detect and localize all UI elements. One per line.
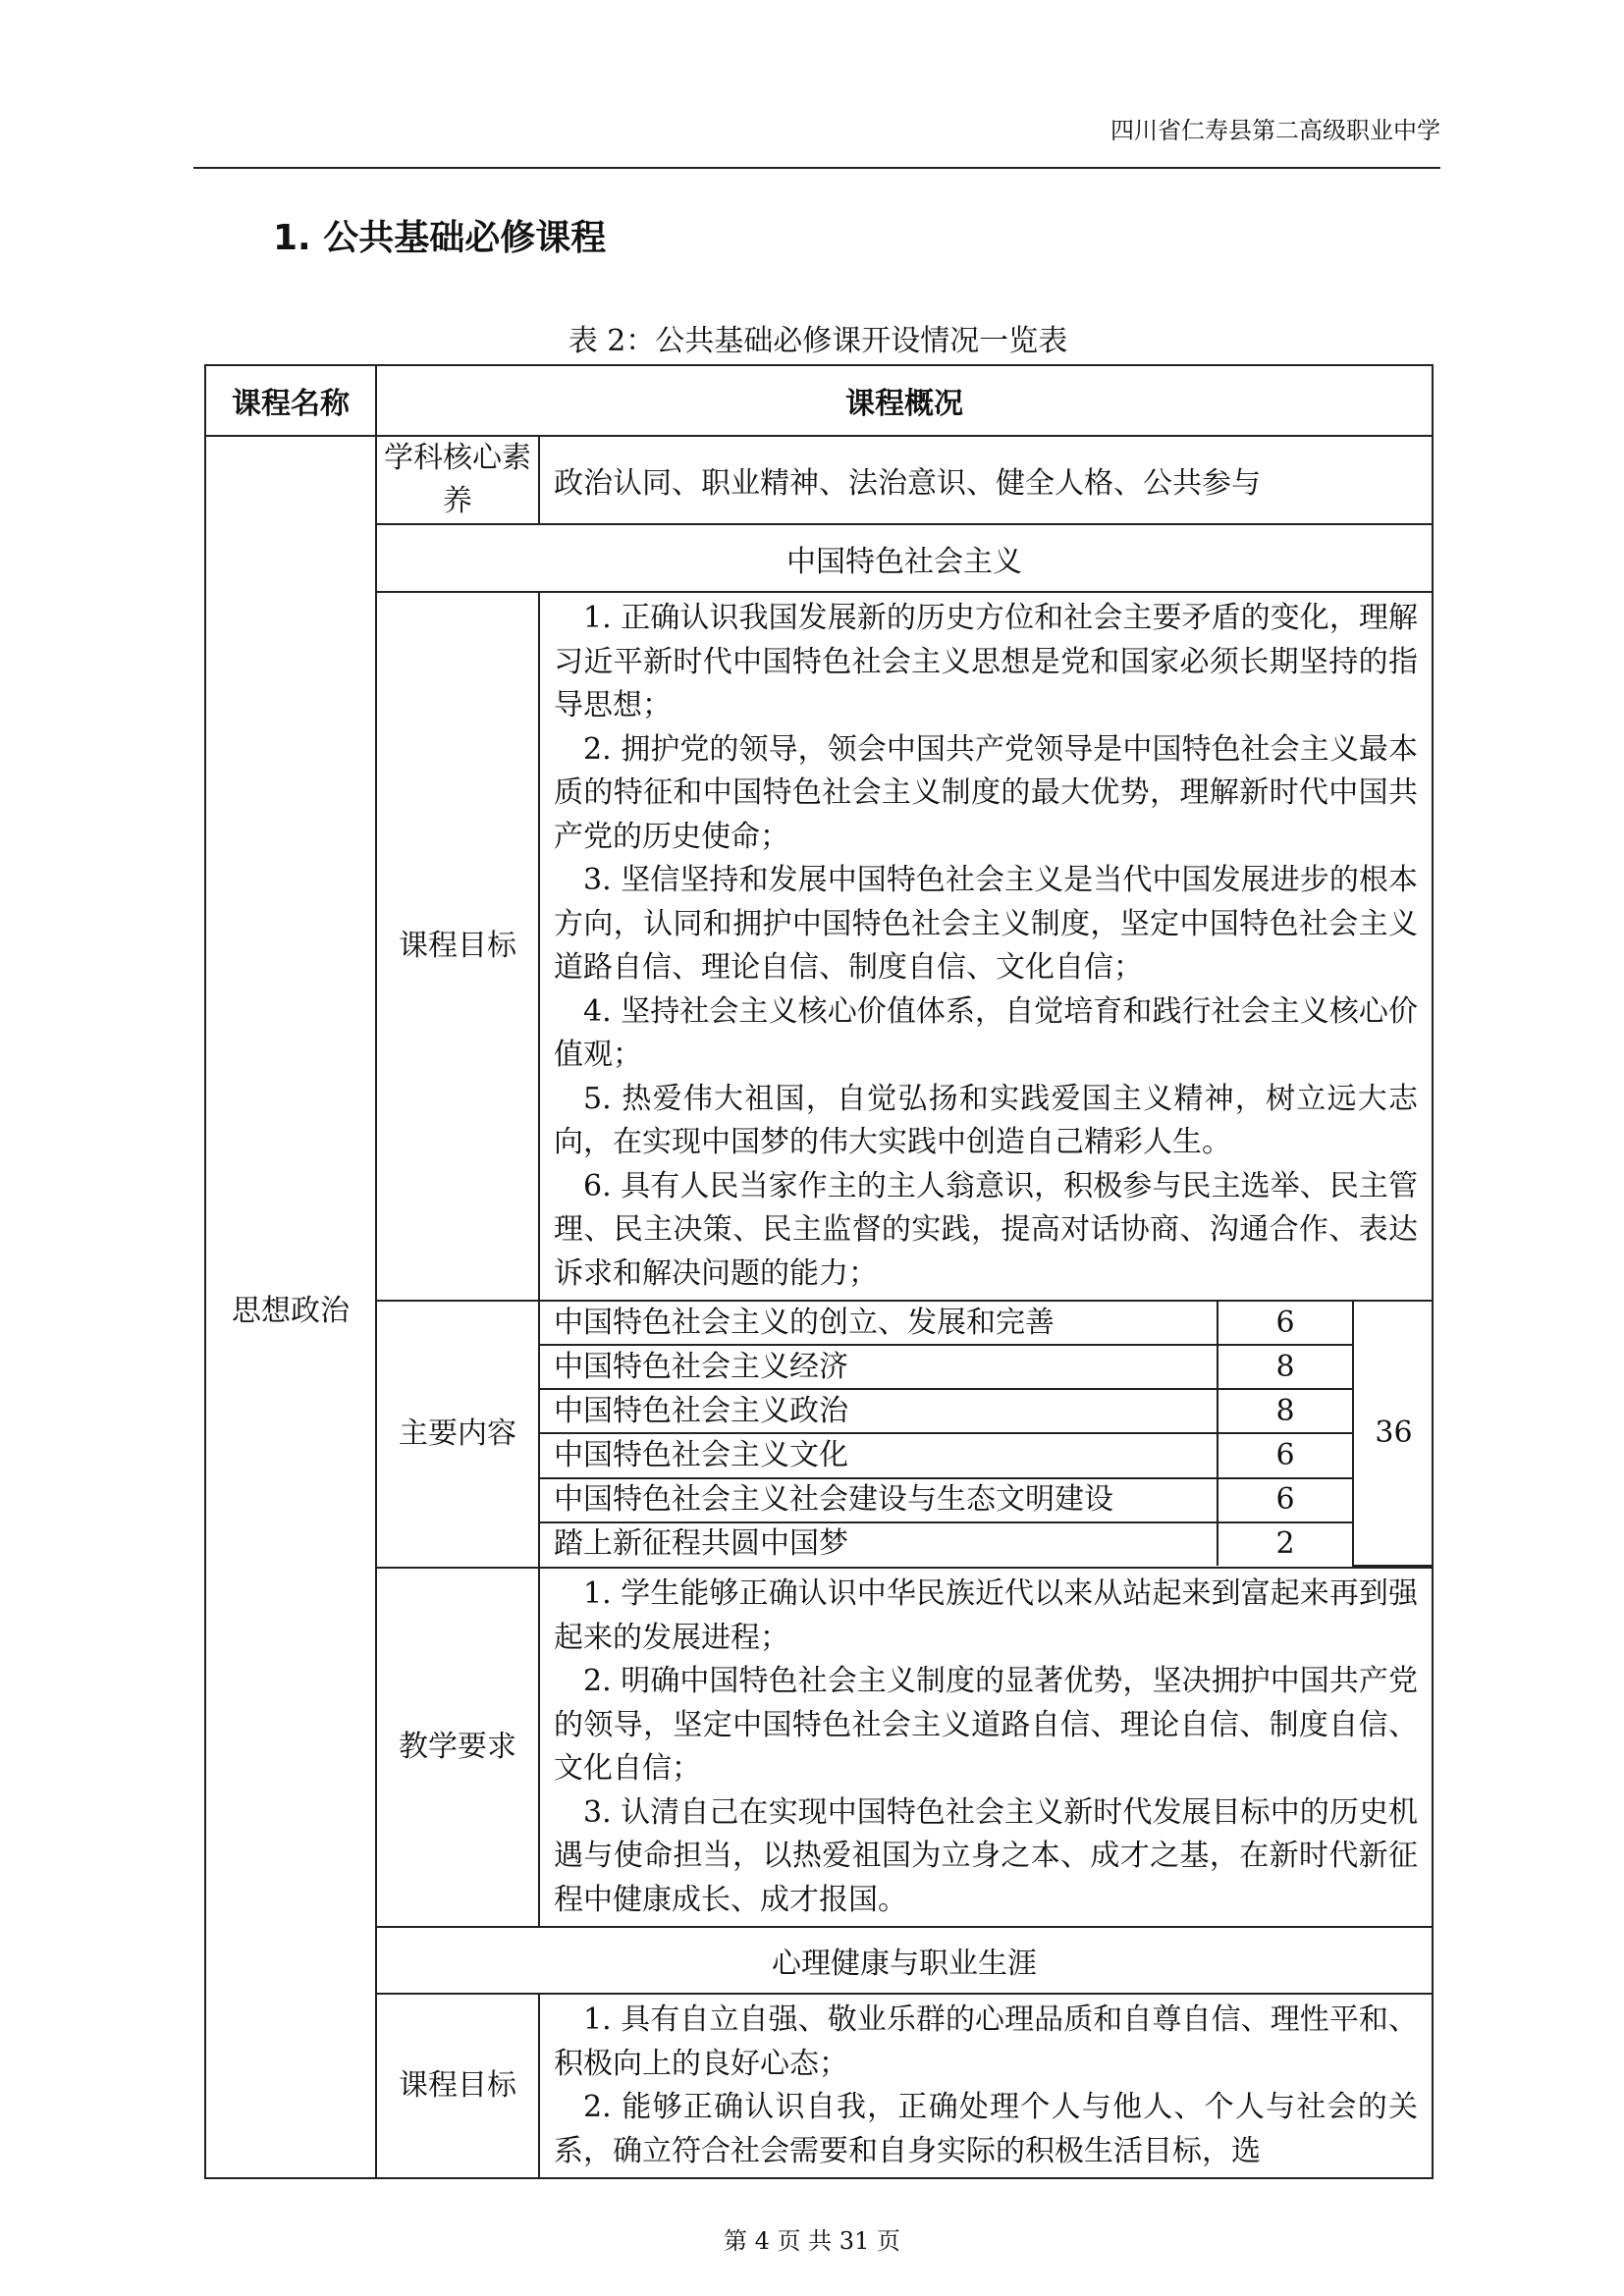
course-table <box>204 364 1434 2179</box>
content-name: 中国特色社会主义文化 <box>540 1433 1218 1477</box>
goal-item: 4. 坚持社会主义核心价值体系，自觉培育和践行社会主义核心价值观； <box>554 993 1418 1072</box>
goal-item: 2. 能够正确认识自我，正确处理个人与他人、个人与社会的关系，确立符合社会需要和自身实际的积极生活目标，选 <box>554 2090 1418 2168</box>
table-row <box>540 1478 1434 1522</box>
subject-title: 心理健康与职业生涯 <box>376 1927 1433 1994</box>
course-name-cell: 思想政治 <box>205 436 376 2178</box>
total-hours: 36 <box>1353 1302 1434 1566</box>
table-row <box>540 1345 1434 1389</box>
content-hours: 6 <box>1218 1433 1353 1477</box>
goal-item: 3. 坚信坚持和发展中国特色社会主义是当代中国发展进步的根本方向，认同和拥护中国特色社会主义制度，坚定中国特色社会主义道路自信、理论自信、制度自信、文化自信； <box>554 863 1418 985</box>
table-caption: 表 2：公共基础必修课开设情况一览表 <box>568 324 1068 358</box>
header-course-name: 课程名称 <box>205 365 376 436</box>
school-name: 四川省仁寿县第二高级职业中学 <box>1110 117 1440 144</box>
requirement-item: 2. 明确中国特色社会主义制度的显著优势，坚决拥护中国共产党的领导，坚定中国特色社会主义道路自信、理论自信、制度自信、文化自信； <box>554 1664 1418 1786</box>
content-hours: 6 <box>1218 1302 1353 1345</box>
goal-item: 5. 热爱伟大祖国，自觉弘扬和实践爱国主义精神，树立远大志向，在实现中国梦的伟大实践中创造自己精彩人生。 <box>554 1081 1418 1159</box>
requirement-item: 3. 认清自己在实现中国特色社会主义新时代发展目标中的历史机遇与使命担当，以热爱祖国为立身之本、成才之基，在新时代新征程中健康成长、成才报国。 <box>554 1794 1418 1917</box>
table-row <box>540 1522 1434 1566</box>
content-hours: 8 <box>1218 1389 1353 1433</box>
page-footer: 第 4 页 共 31 页 <box>724 2227 900 2255</box>
teaching-requirements-label: 教学要求 <box>376 1568 539 1927</box>
page-header <box>193 110 1440 169</box>
course-goals <box>539 1994 1433 2178</box>
course-goals-label: 课程目标 <box>376 1994 539 2178</box>
header-course-overview: 课程概况 <box>376 365 1433 436</box>
main-content-label: 主要内容 <box>376 1301 539 1568</box>
content-name: 中国特色社会主义社会建设与生态文明建设 <box>540 1478 1218 1522</box>
content-name: 中国特色社会主义经济 <box>540 1345 1218 1389</box>
section-title: 1. 公共基础必修课程 <box>273 218 607 258</box>
content-hours: 8 <box>1218 1345 1353 1389</box>
table-row <box>540 1433 1434 1477</box>
goal-item: 2. 拥护党的领导，领会中国共产党领导是中国特色社会主义最本质的特征和中国特色社会主义制度的最大优势，理解新时代中国共产党的历史使命； <box>554 731 1418 854</box>
content-name: 中国特色社会主义的创立、发展和完善 <box>540 1302 1218 1345</box>
core-literacy-label: 学科核心素养 <box>376 436 539 524</box>
content-table <box>540 1302 1434 1567</box>
main-content-cell <box>539 1301 1433 1568</box>
content-hours: 2 <box>1218 1522 1353 1566</box>
course-goals-label: 课程目标 <box>376 592 539 1301</box>
requirement-item: 1. 学生能够正确认识中华民族近代以来从站起来到富起来再到强起来的发展进程； <box>554 1576 1418 1655</box>
table-row <box>540 1302 1434 1345</box>
core-literacy-text: 政治认同、职业精神、法治意识、健全人格、公共参与 <box>539 436 1433 524</box>
course-goals <box>539 592 1433 1301</box>
goal-item: 1. 具有自立自强、敬业乐群的心理品质和自尊自信、理性平和、积极向上的良好心态； <box>554 2002 1418 2081</box>
table-row <box>540 1389 1434 1433</box>
subject-title: 中国特色社会主义 <box>376 524 1433 592</box>
goal-item: 1. 正确认识我国发展新的历史方位和社会主要矛盾的变化，理解习近平新时代中国特色社会主义思想是党和国家必须长期坚持的指导思想； <box>554 601 1418 722</box>
goal-item: 6. 具有人民当家作主的主人翁意识，积极参与民主选举、民主管理、民主决策、民主监督的实践，提高对话协商、沟通合作、表达诉求和解决问题的能力； <box>554 1168 1418 1291</box>
content-name: 中国特色社会主义政治 <box>540 1389 1218 1433</box>
teaching-requirements <box>539 1568 1433 1927</box>
content-name: 踏上新征程共圆中国梦 <box>540 1522 1218 1566</box>
content-hours: 6 <box>1218 1478 1353 1522</box>
